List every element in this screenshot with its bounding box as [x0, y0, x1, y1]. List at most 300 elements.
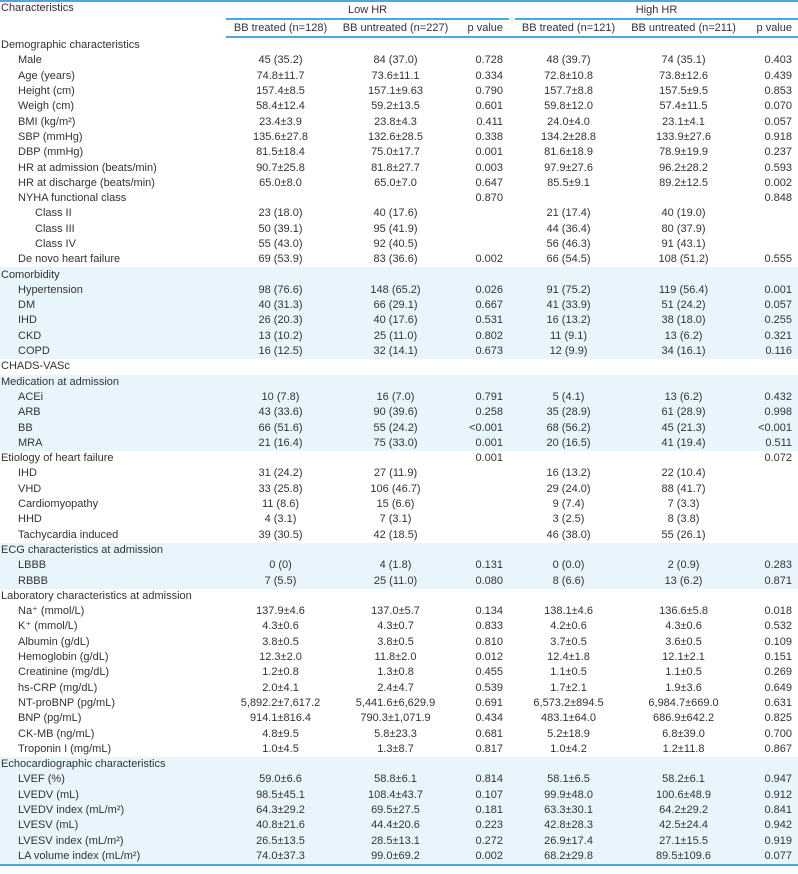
cell-low-bb-untreated: 4.3±0.7: [377, 620, 414, 633]
cell-low-bb-treated: 74.0±37.3: [226, 849, 335, 865]
cell-high-bb-treated: 3.7±0.5: [550, 635, 587, 648]
cell-low-bb-untreated: 15 (6.6): [376, 498, 415, 511]
cell-high-bb-untreated: 22 (10.4): [661, 467, 706, 480]
table-row: [0, 696, 798, 711]
cell-low-bb-treated: 914.1±816.4: [249, 712, 312, 725]
cell-low-p-value: 0.531: [456, 313, 509, 328]
cell-low-bb-untreated: 1.3±8.7: [377, 742, 414, 755]
cell-high-bb-untreated: 7 (3.3): [667, 498, 700, 511]
cell-high-bb-untreated: 133.9±27.6: [656, 130, 712, 143]
cell-low-p-value: [456, 482, 509, 497]
cell-low-bb-treated: 4.8±9.5: [262, 727, 299, 740]
cell-low-bb-untreated: 83 (36.6): [373, 253, 418, 266]
cell-high-bb-treated: 35 (28.9): [515, 405, 622, 420]
table-row-label: Male: [18, 54, 42, 67]
cell-high-p-value: 0.072: [764, 452, 793, 465]
cell-low-bb-treated: 59.0±6.6: [226, 772, 335, 787]
cell-high-bb-untreated: 13 (6.2): [622, 390, 745, 405]
table-row-label: hs-CRP (mg/dL): [18, 681, 98, 694]
cell-high-bb-treated: 68 (56.2): [515, 420, 622, 435]
cell-low-bb-untreated: 148 (65.2): [335, 283, 456, 298]
table-row: [0, 114, 798, 129]
table-row-label: LVEF (%): [0, 772, 226, 787]
cell-high-bb-untreated: 6.8±39.0: [662, 727, 705, 740]
cell-high-p-value: 0.109: [764, 635, 793, 648]
cell-low-p-value: [456, 222, 509, 237]
section-header-row: [0, 757, 798, 772]
cell-high-p-value: 0.918: [764, 130, 793, 143]
cell-low-bb-treated: 40 (31.3): [226, 298, 335, 313]
cell-low-bb-treated: 45 (35.2): [258, 54, 303, 67]
cell-high-p-value: 0.255: [745, 313, 798, 328]
header-high-p-value: p value: [745, 19, 798, 37]
cell-low-p-value: 0.833: [475, 620, 504, 633]
cell-low-p-value: 0.810: [475, 635, 504, 648]
cell-high-bb-treated: 483.1±64.0: [541, 712, 597, 725]
cell-high-p-value: 0.871: [745, 573, 798, 588]
cell-low-bb-untreated: 40 (17.6): [373, 207, 418, 220]
table-row-label: Weigh (cm): [18, 100, 75, 113]
cell-high-bb-treated: 5 (4.1): [515, 390, 622, 405]
cell-low-bb-treated: 2.0±4.1: [262, 681, 299, 694]
table-row-label: ARB: [0, 405, 226, 420]
table-row-label: Height (cm): [18, 85, 75, 98]
cell-high-p-value: [745, 757, 798, 772]
cell-high-bb-untreated: 23.1±4.1: [662, 115, 705, 128]
cell-low-p-value: 0.817: [475, 742, 504, 755]
cell-low-bb-untreated: 132.6±28.5: [368, 130, 423, 143]
table-body: [0, 37, 798, 865]
table-row-label: RBBB: [0, 573, 226, 588]
cell-low-bb-untreated: 27 (11.9): [373, 467, 418, 480]
table-row-label: Cardiomyopathy: [18, 498, 99, 511]
header-characteristics: Characteristics: [1, 2, 74, 14]
table-row-label: LVESV (mL): [0, 818, 226, 833]
table-row: [0, 160, 798, 175]
cell-high-bb-treated: 12.4±1.8: [547, 651, 590, 664]
cell-low-p-value: [456, 512, 509, 527]
cell-low-bb-untreated: 73.6±11.1: [371, 69, 420, 82]
cell-low-bb-untreated: 59.2±13.5: [371, 100, 420, 113]
table-row-label: NT-proBNP (pg/mL): [18, 696, 115, 709]
cell-high-bb-treated: 44 (36.4): [546, 222, 591, 235]
cell-high-p-value: 0.649: [764, 681, 793, 694]
cell-low-bb-treated: 33 (25.8): [258, 482, 303, 495]
cell-high-p-value: 0.237: [764, 146, 793, 159]
cell-low-p-value: 0.107: [456, 788, 509, 803]
table-row-label: Class III: [35, 222, 75, 235]
cell-high-p-value: [745, 359, 798, 374]
header-low-bb-treated: BB treated (n=128): [226, 19, 335, 37]
cell-high-p-value: 0.593: [764, 161, 793, 174]
cell-high-bb-treated: [515, 451, 622, 466]
cell-low-bb-untreated: [335, 37, 456, 53]
cell-high-p-value: 0.919: [745, 833, 798, 848]
cell-high-p-value: [745, 222, 798, 237]
cell-high-bb-treated: 12 (9.9): [515, 344, 622, 359]
section-header-row-label: Demographic characteristics: [1, 38, 140, 51]
cell-high-p-value: [745, 206, 798, 221]
cell-high-bb-treated: [515, 757, 622, 772]
table-row-label: LVEDV (mL): [0, 788, 226, 803]
header-low-hr: Low HR: [226, 1, 509, 19]
cell-high-bb-untreated: 38 (18.0): [622, 313, 745, 328]
cell-high-bb-untreated: 157.5±9.5: [659, 85, 708, 98]
cell-low-bb-treated: 26.5±13.5: [226, 833, 335, 848]
cell-high-bb-treated: [515, 375, 622, 390]
cell-high-p-value: 0.077: [745, 849, 798, 865]
cell-low-bb-treated: 16 (12.5): [226, 344, 335, 359]
cell-low-p-value: [456, 589, 509, 604]
cell-high-bb-treated: 16 (13.2): [546, 467, 591, 480]
cell-low-bb-treated: 4 (3.1): [264, 513, 297, 526]
cell-high-p-value: 0.947: [745, 772, 798, 787]
cell-high-p-value: 0.511: [745, 436, 798, 451]
cell-low-p-value: 0.258: [456, 405, 509, 420]
cell-low-p-value: 0.026: [456, 283, 509, 298]
cell-low-bb-treated: 55 (43.0): [258, 238, 303, 250]
cell-high-p-value: 0.269: [764, 666, 793, 679]
table-row: [0, 604, 798, 619]
cell-high-bb-untreated: 2 (0.9): [622, 558, 745, 573]
cell-low-p-value: 0.601: [475, 100, 504, 113]
cell-high-bb-untreated: 88 (41.7): [661, 482, 706, 495]
cell-high-bb-untreated: 74 (35.1): [661, 54, 706, 67]
cell-low-bb-untreated: 42 (18.5): [373, 528, 418, 541]
table-row: [0, 833, 798, 848]
cell-low-bb-treated: 7 (5.5): [226, 573, 335, 588]
cell-low-bb-untreated: 157.1±9.63: [368, 85, 423, 98]
table-row-label: DBP (mmHg): [18, 146, 84, 159]
table-row: [0, 145, 798, 160]
cell-low-bb-treated: [226, 191, 335, 206]
cell-high-p-value: <0.001: [745, 420, 798, 435]
cell-high-p-value: [745, 589, 798, 604]
cell-high-bb-untreated: 1.1±0.5: [665, 666, 702, 679]
table-row-label: BMI (kg/m²): [18, 115, 76, 128]
cell-high-bb-untreated: [622, 451, 745, 466]
header-high-bb-treated: BB treated (n=121): [515, 19, 622, 37]
cell-low-bb-treated: 23.4±3.9: [259, 115, 302, 128]
cell-low-p-value: 0.455: [475, 666, 504, 679]
table-row-label: Albumin (g/dL): [18, 635, 90, 648]
cell-high-bb-treated: 66 (54.5): [546, 253, 591, 266]
cell-high-p-value: [745, 528, 798, 543]
table-row-label: HHD: [18, 513, 42, 526]
cell-high-bb-treated: 8 (6.6): [515, 573, 622, 588]
cell-low-bb-treated: [226, 757, 335, 772]
cell-low-p-value: 0.001: [475, 452, 504, 465]
header-low-p-value: p value: [456, 19, 509, 37]
cell-high-bb-untreated: 100.6±48.9: [622, 788, 745, 803]
cell-low-p-value: 0.223: [456, 818, 509, 833]
cell-low-bb-untreated: 58.8±6.1: [335, 772, 456, 787]
cell-low-p-value: 0.334: [475, 69, 504, 82]
table-row-label: VHD: [18, 482, 42, 495]
table-row-label: Class II: [35, 207, 72, 220]
cell-low-bb-treated: 74.8±11.7: [256, 69, 305, 82]
cell-high-p-value: 0.432: [745, 390, 798, 405]
cell-low-p-value: 0.338: [475, 130, 504, 143]
cell-low-bb-treated: 65.0±8.0: [259, 176, 302, 189]
cell-low-bb-untreated: [335, 543, 456, 558]
cell-low-bb-untreated: 1.3±0.8: [377, 666, 414, 679]
cell-high-p-value: [745, 512, 798, 527]
cell-high-bb-treated: 46 (38.0): [546, 528, 591, 541]
cell-low-p-value: 0.131: [456, 558, 509, 573]
cell-high-p-value: 0.841: [745, 803, 798, 818]
cell-high-bb-treated: [515, 191, 622, 206]
cell-high-p-value: 0.700: [764, 727, 793, 740]
cell-low-bb-treated: 64.3±29.2: [226, 803, 335, 818]
cell-low-p-value: 0.791: [456, 390, 509, 405]
cell-high-bb-untreated: 119 (56.4): [622, 283, 745, 298]
cell-high-bb-treated: [515, 589, 622, 604]
section-header-row: [0, 451, 798, 466]
table-row-label: CKD: [0, 329, 226, 344]
cell-low-p-value: 0.790: [475, 85, 504, 98]
cell-high-bb-treated: 63.3±30.1: [515, 803, 622, 818]
cell-high-bb-untreated: 13 (6.2): [622, 573, 745, 588]
cell-low-p-value: 0.728: [475, 54, 504, 67]
cell-high-bb-untreated: 136.6±5.8: [659, 605, 708, 618]
cell-low-bb-untreated: [335, 359, 456, 374]
cell-high-p-value: 0.998: [745, 405, 798, 420]
table-row: [0, 803, 798, 818]
cell-low-p-value: [456, 543, 509, 558]
cell-high-bb-untreated: 58.2±6.1: [622, 772, 745, 787]
cell-high-bb-treated: 81.6±18.9: [544, 146, 593, 159]
cell-high-bb-untreated: 40 (19.0): [661, 207, 706, 220]
header-high-hr: High HR: [515, 1, 798, 19]
cell-high-p-value: 0.439: [764, 69, 793, 82]
section-header-row-label: Etiology of heart failure: [1, 452, 114, 465]
cell-low-p-value: [456, 37, 509, 53]
cell-low-p-value: 0.434: [475, 712, 504, 725]
cell-high-p-value: 0.532: [764, 620, 793, 633]
cell-high-p-value: 0.825: [764, 712, 793, 725]
cell-low-bb-untreated: 25 (11.0): [335, 329, 456, 344]
section-header-row-label: CHADS-VASc: [1, 360, 70, 373]
section-header-row-label: Laboratory characteristics at admission: [1, 589, 192, 602]
cell-low-bb-untreated: 5.8±23.3: [374, 727, 417, 740]
cell-high-bb-untreated: [622, 543, 745, 558]
table-row: [0, 742, 798, 757]
table-row: [0, 818, 798, 833]
table-row-label: Age (years): [18, 69, 75, 82]
cell-low-p-value: [456, 497, 509, 512]
cell-high-p-value: 0.321: [745, 329, 798, 344]
cell-low-bb-treated: 66 (51.6): [226, 420, 335, 435]
table-row-label: HR at admission (beats/min): [18, 161, 157, 174]
cell-low-bb-treated: 0 (0): [226, 558, 335, 573]
cell-low-bb-treated: 98 (76.6): [226, 283, 335, 298]
table-row-label: HR at discharge (beats/min): [18, 176, 155, 189]
table-row-label: NYHA functional class: [18, 192, 127, 205]
cell-low-bb-treated: 3.8±0.5: [262, 635, 299, 648]
cell-low-p-value: [456, 206, 509, 221]
cell-low-bb-treated: 5,892.2±7,617.2: [240, 696, 321, 709]
cell-low-p-value: 0.870: [475, 192, 504, 205]
cell-low-bb-treated: 23 (18.0): [258, 207, 303, 220]
cell-low-bb-untreated: 108.4±43.7: [335, 788, 456, 803]
cell-high-bb-treated: [515, 359, 622, 374]
cell-low-bb-treated: 1.0±4.5: [262, 742, 299, 755]
cell-low-p-value: 0.002: [456, 849, 509, 865]
cell-high-bb-untreated: 96.2±28.2: [659, 161, 708, 174]
cell-low-bb-treated: [226, 267, 335, 282]
cell-low-bb-treated: 10 (7.8): [226, 390, 335, 405]
cell-low-bb-treated: [226, 359, 335, 374]
cell-low-bb-untreated: 25 (11.0): [335, 573, 456, 588]
cell-low-bb-treated: 98.5±45.1: [226, 788, 335, 803]
cell-low-p-value: 0.272: [456, 833, 509, 848]
table-row-label: Hypertension: [0, 283, 226, 298]
cell-high-p-value: [745, 497, 798, 512]
cell-high-bb-treated: 11 (9.1): [515, 329, 622, 344]
cell-low-bb-treated: 135.6±27.8: [253, 130, 308, 143]
cell-low-p-value: 0.001: [456, 436, 509, 451]
cell-high-p-value: [745, 543, 798, 558]
table-row: [0, 313, 798, 328]
cell-high-bb-untreated: 89.2±12.5: [659, 176, 708, 189]
cell-high-bb-untreated: [622, 191, 745, 206]
cell-low-bb-untreated: 99.0±69.2: [335, 849, 456, 865]
table-row-label: LA volume index (mL/m²): [0, 849, 226, 865]
table-row: [0, 619, 798, 634]
cell-high-bb-treated: 68.2±29.8: [515, 849, 622, 865]
cell-low-p-value: 0.539: [475, 681, 504, 694]
cell-high-p-value: [745, 237, 798, 252]
cell-low-p-value: [456, 359, 509, 374]
cell-low-bb-treated: 69 (53.9): [258, 253, 303, 266]
cell-low-p-value: 0.002: [475, 253, 504, 266]
cell-high-bb-treated: 97.9±27.6: [544, 161, 593, 174]
cell-low-p-value: 0.012: [475, 651, 504, 664]
cell-high-bb-untreated: [622, 375, 745, 390]
cell-low-bb-treated: 50 (39.1): [258, 222, 303, 235]
cell-high-bb-untreated: 73.8±12.6: [659, 69, 708, 82]
cell-low-p-value: 0.080: [456, 573, 509, 588]
section-header-row: [0, 37, 798, 53]
table-row: [0, 849, 798, 865]
cell-low-bb-untreated: 92 (40.5): [373, 238, 418, 250]
cell-low-bb-untreated: 40 (17.6): [335, 313, 456, 328]
cell-high-bb-treated: 59.8±12.0: [544, 100, 593, 113]
table-row-label: Creatinine (mg/dL): [18, 666, 110, 679]
cell-low-p-value: 0.647: [475, 176, 504, 189]
cell-high-bb-untreated: [622, 359, 745, 374]
table-row: [0, 528, 798, 543]
cell-high-bb-treated: [515, 37, 622, 53]
table-row: [0, 222, 798, 237]
cell-low-bb-treated: 11 (8.6): [261, 498, 300, 511]
table-row-label: DM: [0, 298, 226, 313]
table-row: [0, 665, 798, 680]
table-row: [0, 497, 798, 512]
cell-high-bb-untreated: 3.6±0.5: [665, 635, 702, 648]
table-row: [0, 680, 798, 695]
table-row: [0, 329, 798, 344]
cell-high-bb-treated: 1.0±4.2: [550, 742, 587, 755]
cell-high-bb-untreated: 42.5±24.4: [622, 818, 745, 833]
table-row: [0, 512, 798, 527]
cell-high-bb-untreated: 41 (19.4): [622, 436, 745, 451]
cell-low-bb-untreated: 90 (39.6): [335, 405, 456, 420]
cell-high-p-value: [745, 482, 798, 497]
cell-low-bb-treated: [226, 543, 335, 558]
cell-low-bb-untreated: 11.8±2.0: [374, 651, 417, 664]
cell-low-bb-untreated: 44.4±20.6: [335, 818, 456, 833]
cell-high-bb-treated: 157.7±8.8: [544, 85, 593, 98]
cell-high-bb-treated: 134.2±28.8: [541, 130, 597, 143]
cell-high-bb-untreated: 57.4±11.5: [659, 100, 708, 113]
cell-high-bb-treated: [515, 543, 622, 558]
cell-high-bb-untreated: [622, 267, 745, 282]
cell-high-bb-treated: 85.5±9.1: [547, 176, 590, 189]
cell-high-bb-untreated: 91 (43.1): [661, 238, 706, 250]
table-row: [0, 176, 798, 191]
cell-low-bb-untreated: 16 (7.0): [335, 390, 456, 405]
table-row: [0, 573, 798, 588]
cell-high-bb-treated: 20 (16.5): [515, 436, 622, 451]
cell-low-bb-untreated: [335, 191, 456, 206]
table-row: [0, 191, 798, 206]
cell-low-bb-untreated: [335, 451, 456, 466]
cell-high-bb-treated: 16 (13.2): [515, 313, 622, 328]
table-row-label: MRA: [0, 436, 226, 451]
table-row-label: De novo heart failure: [18, 253, 121, 266]
cell-low-bb-treated: 58.4±12.4: [256, 100, 305, 113]
cell-low-bb-untreated: 2.4±4.7: [377, 681, 414, 694]
cell-high-p-value: [745, 466, 798, 481]
cell-high-bb-untreated: 1.2±11.8: [662, 742, 705, 755]
section-header-row: [0, 375, 798, 390]
cell-high-bb-treated: 4.2±0.6: [550, 620, 587, 633]
table-row-label: Tachycardia induced: [18, 528, 119, 541]
cell-high-p-value: [745, 375, 798, 390]
cell-low-bb-treated: 39 (30.5): [258, 528, 303, 541]
cell-high-bb-treated: 42.8±28.3: [515, 818, 622, 833]
cell-low-bb-treated: 137.9±4.6: [256, 605, 305, 618]
cell-high-bb-treated: 24.0±4.0: [547, 115, 590, 128]
cell-low-bb-treated: [226, 451, 335, 466]
table-row: [0, 206, 798, 221]
cell-low-bb-treated: 1.2±0.8: [262, 666, 299, 679]
cell-high-p-value: 0.002: [764, 176, 793, 189]
cell-low-p-value: 0.181: [456, 803, 509, 818]
cell-high-p-value: 0.853: [764, 85, 793, 98]
cell-high-p-value: 0.018: [764, 605, 793, 618]
cell-low-bb-treated: 157.4±8.5: [256, 85, 305, 98]
cell-high-bb-untreated: 27.1±15.5: [622, 833, 745, 848]
cell-low-bb-untreated: 790.3±1,071.9: [360, 712, 431, 725]
cell-low-p-value: 0.134: [475, 605, 504, 618]
table-row-label: ACEi: [0, 390, 226, 405]
cell-low-bb-untreated: 32 (14.1): [335, 344, 456, 359]
cell-low-p-value: [456, 757, 509, 772]
table-row: [0, 436, 798, 451]
table-row-label: IHD: [18, 467, 37, 480]
cell-low-bb-untreated: 28.5±13.1: [335, 833, 456, 848]
cell-low-bb-untreated: 4 (1.8): [335, 558, 456, 573]
cell-high-p-value: 0.912: [745, 788, 798, 803]
table-row: [0, 558, 798, 573]
cell-low-bb-untreated: 69.5±27.5: [335, 803, 456, 818]
cell-low-bb-untreated: 65.0±7.0: [374, 176, 417, 189]
cell-low-bb-treated: 21 (16.4): [226, 436, 335, 451]
table-row: [0, 298, 798, 313]
